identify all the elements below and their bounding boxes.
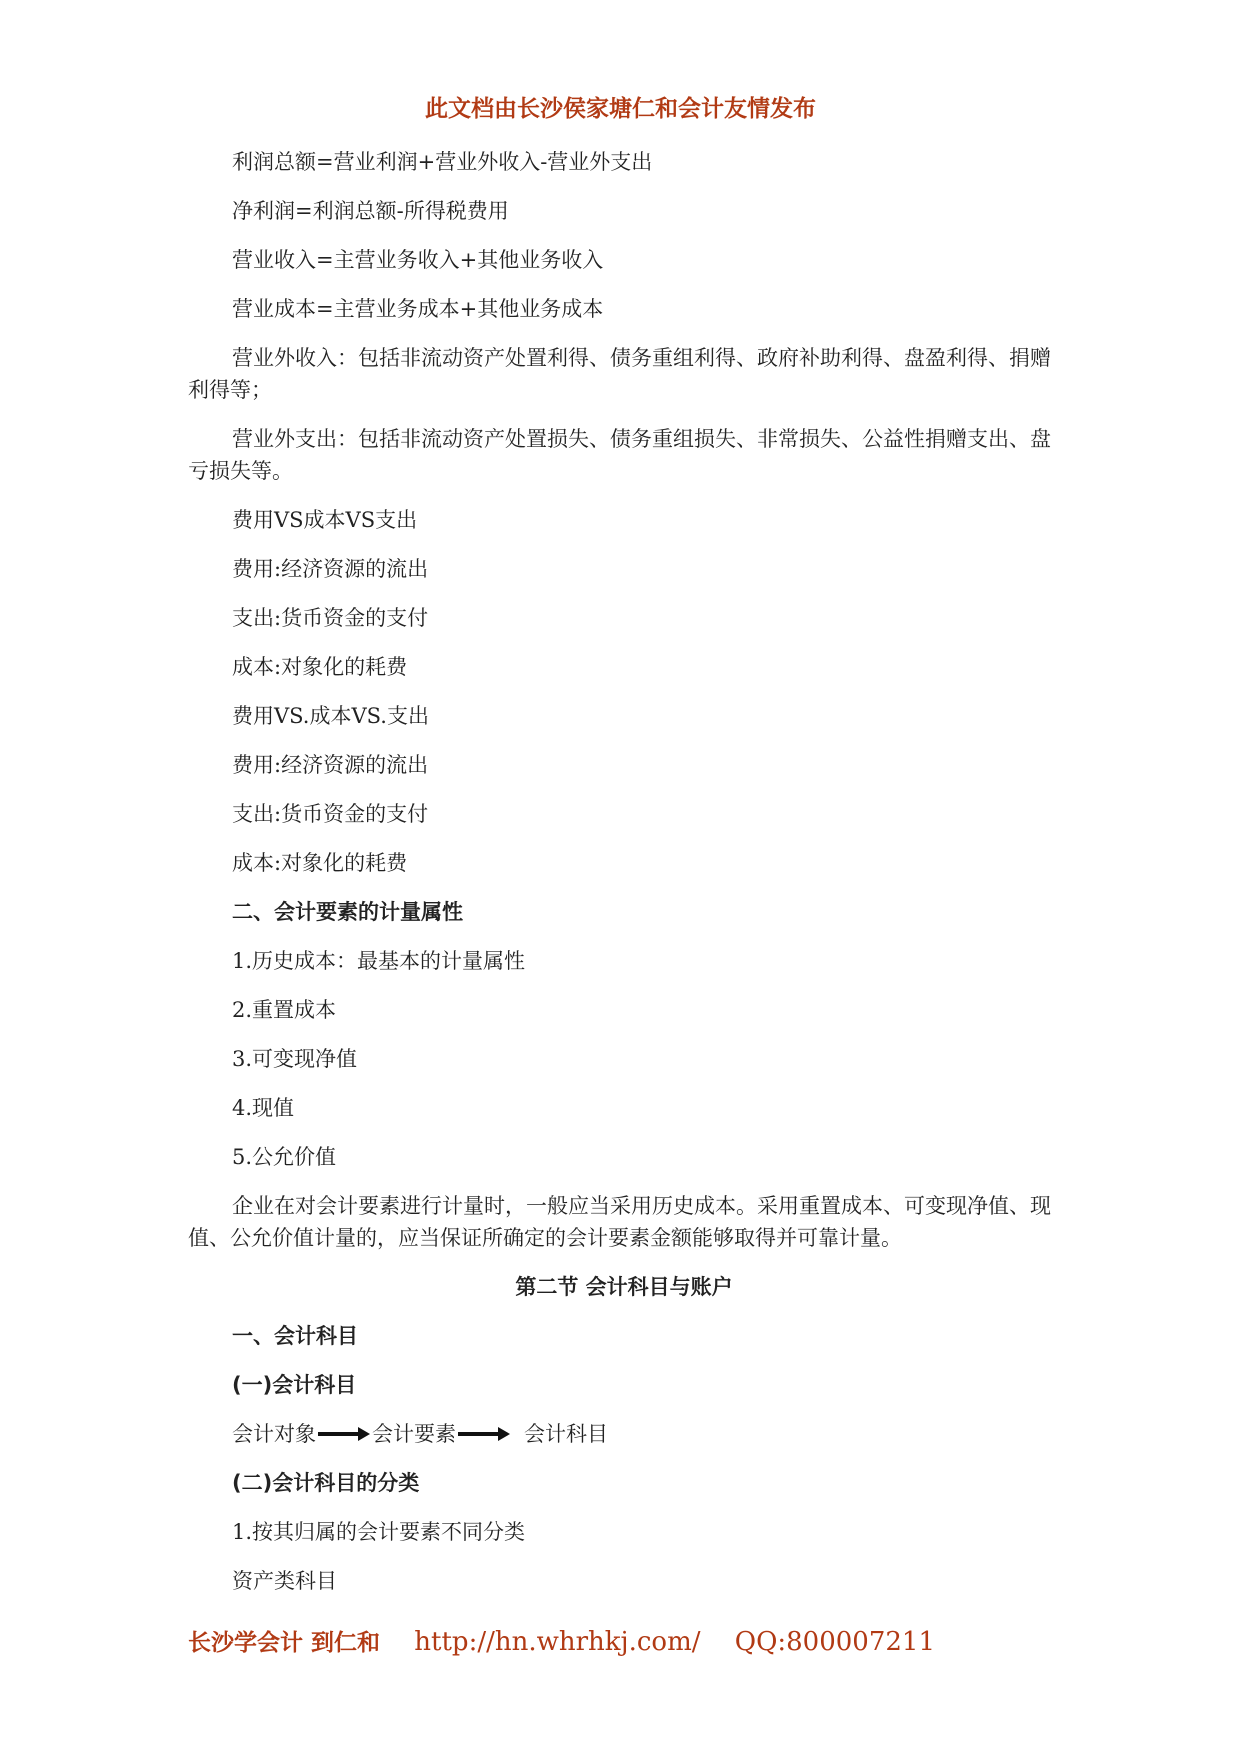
list-item-fair-value: 5.公允价值 xyxy=(232,1145,337,1169)
classification-asset-subjects: 资产类科目 xyxy=(232,1569,337,1593)
flow-step-object: 会计对象 xyxy=(232,1422,316,1446)
list-item-historical-cost: 1.历史成本：最基本的计量属性 xyxy=(232,949,526,973)
document-header-title: 此文档由长沙侯家塘仁和会计友情发布 xyxy=(425,96,816,122)
comparison-heading-2: 费用VS.成本VS.支出 xyxy=(232,704,429,728)
flow-diagram xyxy=(188,1418,1060,1450)
list-item-net-realizable-value: 3.可变现净值 xyxy=(232,1047,358,1071)
definition-payment-2: 支出:货币资金的支付 xyxy=(232,802,429,826)
footer-brand: 长沙学会计 到仁和 xyxy=(188,1630,381,1656)
comparison-heading: 费用VS成本VS支出 xyxy=(232,508,418,532)
definition-expense-2: 费用:经济资源的流出 xyxy=(232,753,429,777)
chapter-section-title: 第二节 会计科目与账户 xyxy=(515,1275,733,1299)
footer-qq: QQ:800007211 xyxy=(734,1627,936,1657)
list-item-replacement-cost: 2.重置成本 xyxy=(232,998,337,1022)
section-heading-measurement: 二、会计要素的计量属性 xyxy=(232,900,463,924)
flow-step-subject: 会计科目 xyxy=(524,1422,608,1446)
subheading-classification: (二)会计科目的分类 xyxy=(232,1471,420,1495)
subheading-accounting-subjects: (一)会计科目 xyxy=(232,1373,357,1397)
non-operating-income-paragraph: 营业外收入：包括非流动资产处置利得、债务重组利得、政府补助利得、盘盈利得、捐赠利得等； xyxy=(188,346,1051,402)
footer-url-link[interactable]: http://hn.whrhkj.com/ xyxy=(414,1627,701,1657)
definition-cost-2: 成本:对象化的耗费 xyxy=(232,851,408,875)
definition-payment: 支出:货币资金的支付 xyxy=(232,606,429,630)
formula-net-profit: 净利润=利润总额-所得税费用 xyxy=(232,199,509,223)
formula-operating-revenue: 营业收入=主营业务收入+其他业务收入 xyxy=(232,248,604,272)
definition-cost: 成本:对象化的耗费 xyxy=(232,655,408,679)
arrow-right-icon xyxy=(318,1427,370,1441)
classification-item-1: 1.按其归属的会计要素不同分类 xyxy=(232,1520,526,1544)
non-operating-expense-paragraph: 营业外支出：包括非流动资产处置损失、债务重组损失、非常损失、公益性捐赠支出、盘亏损失等。 xyxy=(188,427,1051,483)
definition-expense: 费用:经济资源的流出 xyxy=(232,557,429,581)
flow-step-element: 会计要素 xyxy=(372,1422,456,1446)
document-body xyxy=(188,146,1060,1614)
arrow-right-icon xyxy=(458,1427,510,1441)
formula-total-profit: 利润总额=营业利润+营业外收入-营业外支出 xyxy=(232,150,653,174)
measurement-paragraph: 企业在对会计要素进行计量时，一般应当采用历史成本。采用重置成本、可变现净值、现值、公允价值计量的，应当保证所确定的会计要素金额能够取得并可靠计量。 xyxy=(188,1194,1051,1250)
list-item-present-value: 4.现值 xyxy=(232,1096,295,1120)
formula-operating-cost: 营业成本=主营业务成本+其他业务成本 xyxy=(232,297,604,321)
heading-accounting-subjects: 一、会计科目 xyxy=(232,1324,358,1348)
document-footer xyxy=(188,1624,961,1657)
